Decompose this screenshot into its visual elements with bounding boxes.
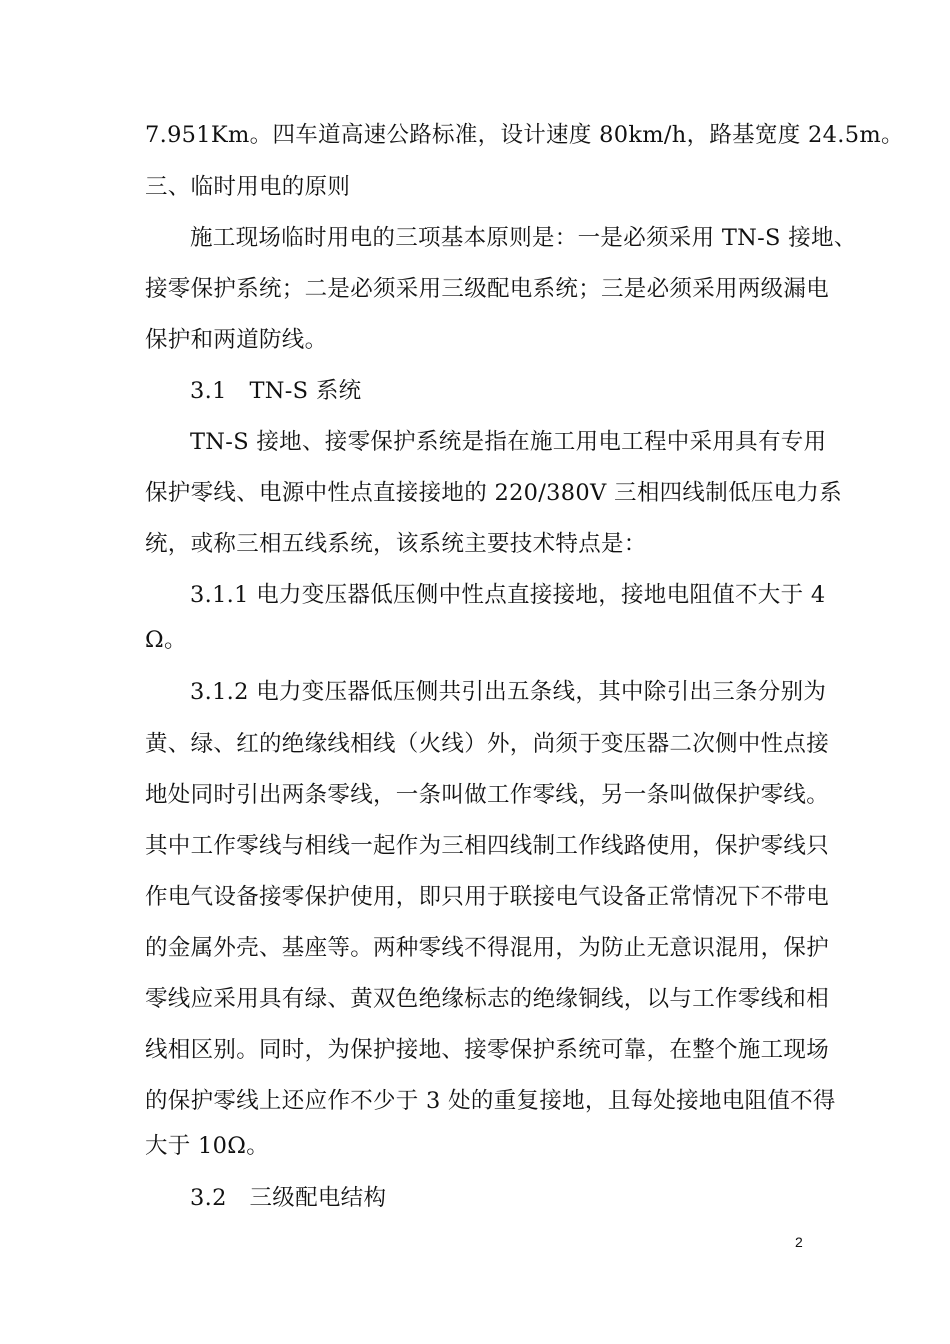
paragraph-line: 3.1.2 电力变压器低压侧共引出五条线，其中除引出三条分别为 <box>190 679 827 705</box>
subsection-heading: 3.2 三级配电结构 <box>190 1185 387 1211</box>
subsection-heading: 3.1 TN-S 系统 <box>190 378 362 404</box>
text-line: 保护零线、电源中性点直接接地的 220/380V 三相四线制低压电力系 <box>145 480 843 506</box>
text-line: 的金属外壳、基座等。两种零线不得混用，为防止无意识混用，保护 <box>145 935 830 961</box>
text-line: 其中工作零线与相线一起作为三相四线制工作线路使用，保护零线只 <box>145 833 830 859</box>
paragraph-line: TN-S 接地、接零保护系统是指在施工用电工程中采用具有专用 <box>190 429 827 455</box>
text-line: 线相区别。同时，为保护接地、接零保护系统可靠，在整个施工现场 <box>145 1037 830 1063</box>
text-line: Ω。 <box>145 627 187 653</box>
text-line: 大于 10Ω。 <box>145 1133 270 1159</box>
text-line: 的保护零线上还应作不少于 3 处的重复接地，且每处接地电阻值不得 <box>145 1088 836 1114</box>
text-line: 作电气设备接零保护使用，即只用于联接电气设备正常情况下不带电 <box>145 884 830 910</box>
section-heading: 三、临时用电的原则 <box>145 174 351 200</box>
page-number: 2 <box>795 1234 803 1250</box>
text-line: 地处同时引出两条零线，一条叫做工作零线，另一条叫做保护零线。 <box>145 782 830 808</box>
paragraph-line: 施工现场临时用电的三项基本原则是：一是必须采用 TN-S 接地、 <box>190 225 857 251</box>
text-line: 统，或称三相五线系统，该系统主要技术特点是： <box>145 531 647 557</box>
text-line: 接零保护系统；二是必须采用三级配电系统；三是必须采用两级漏电 <box>145 276 830 302</box>
text-line: 黄、绿、红的绝缘线相线（火线）外，尚须于变压器二次侧中性点接 <box>145 731 830 757</box>
text-line: 零线应采用具有绿、黄双色绝缘标志的绝缘铜线，以与工作零线和相 <box>145 986 830 1012</box>
text-line: 保护和两道防线。 <box>145 327 328 353</box>
text-line: 7.951Km。四车道高速公路标准，设计速度 80km/h，路基宽度 24.5m。 <box>145 122 904 148</box>
paragraph-line: 3.1.1 电力变压器低压侧中性点直接接地，接地电阻值不大于 4 <box>190 582 826 608</box>
